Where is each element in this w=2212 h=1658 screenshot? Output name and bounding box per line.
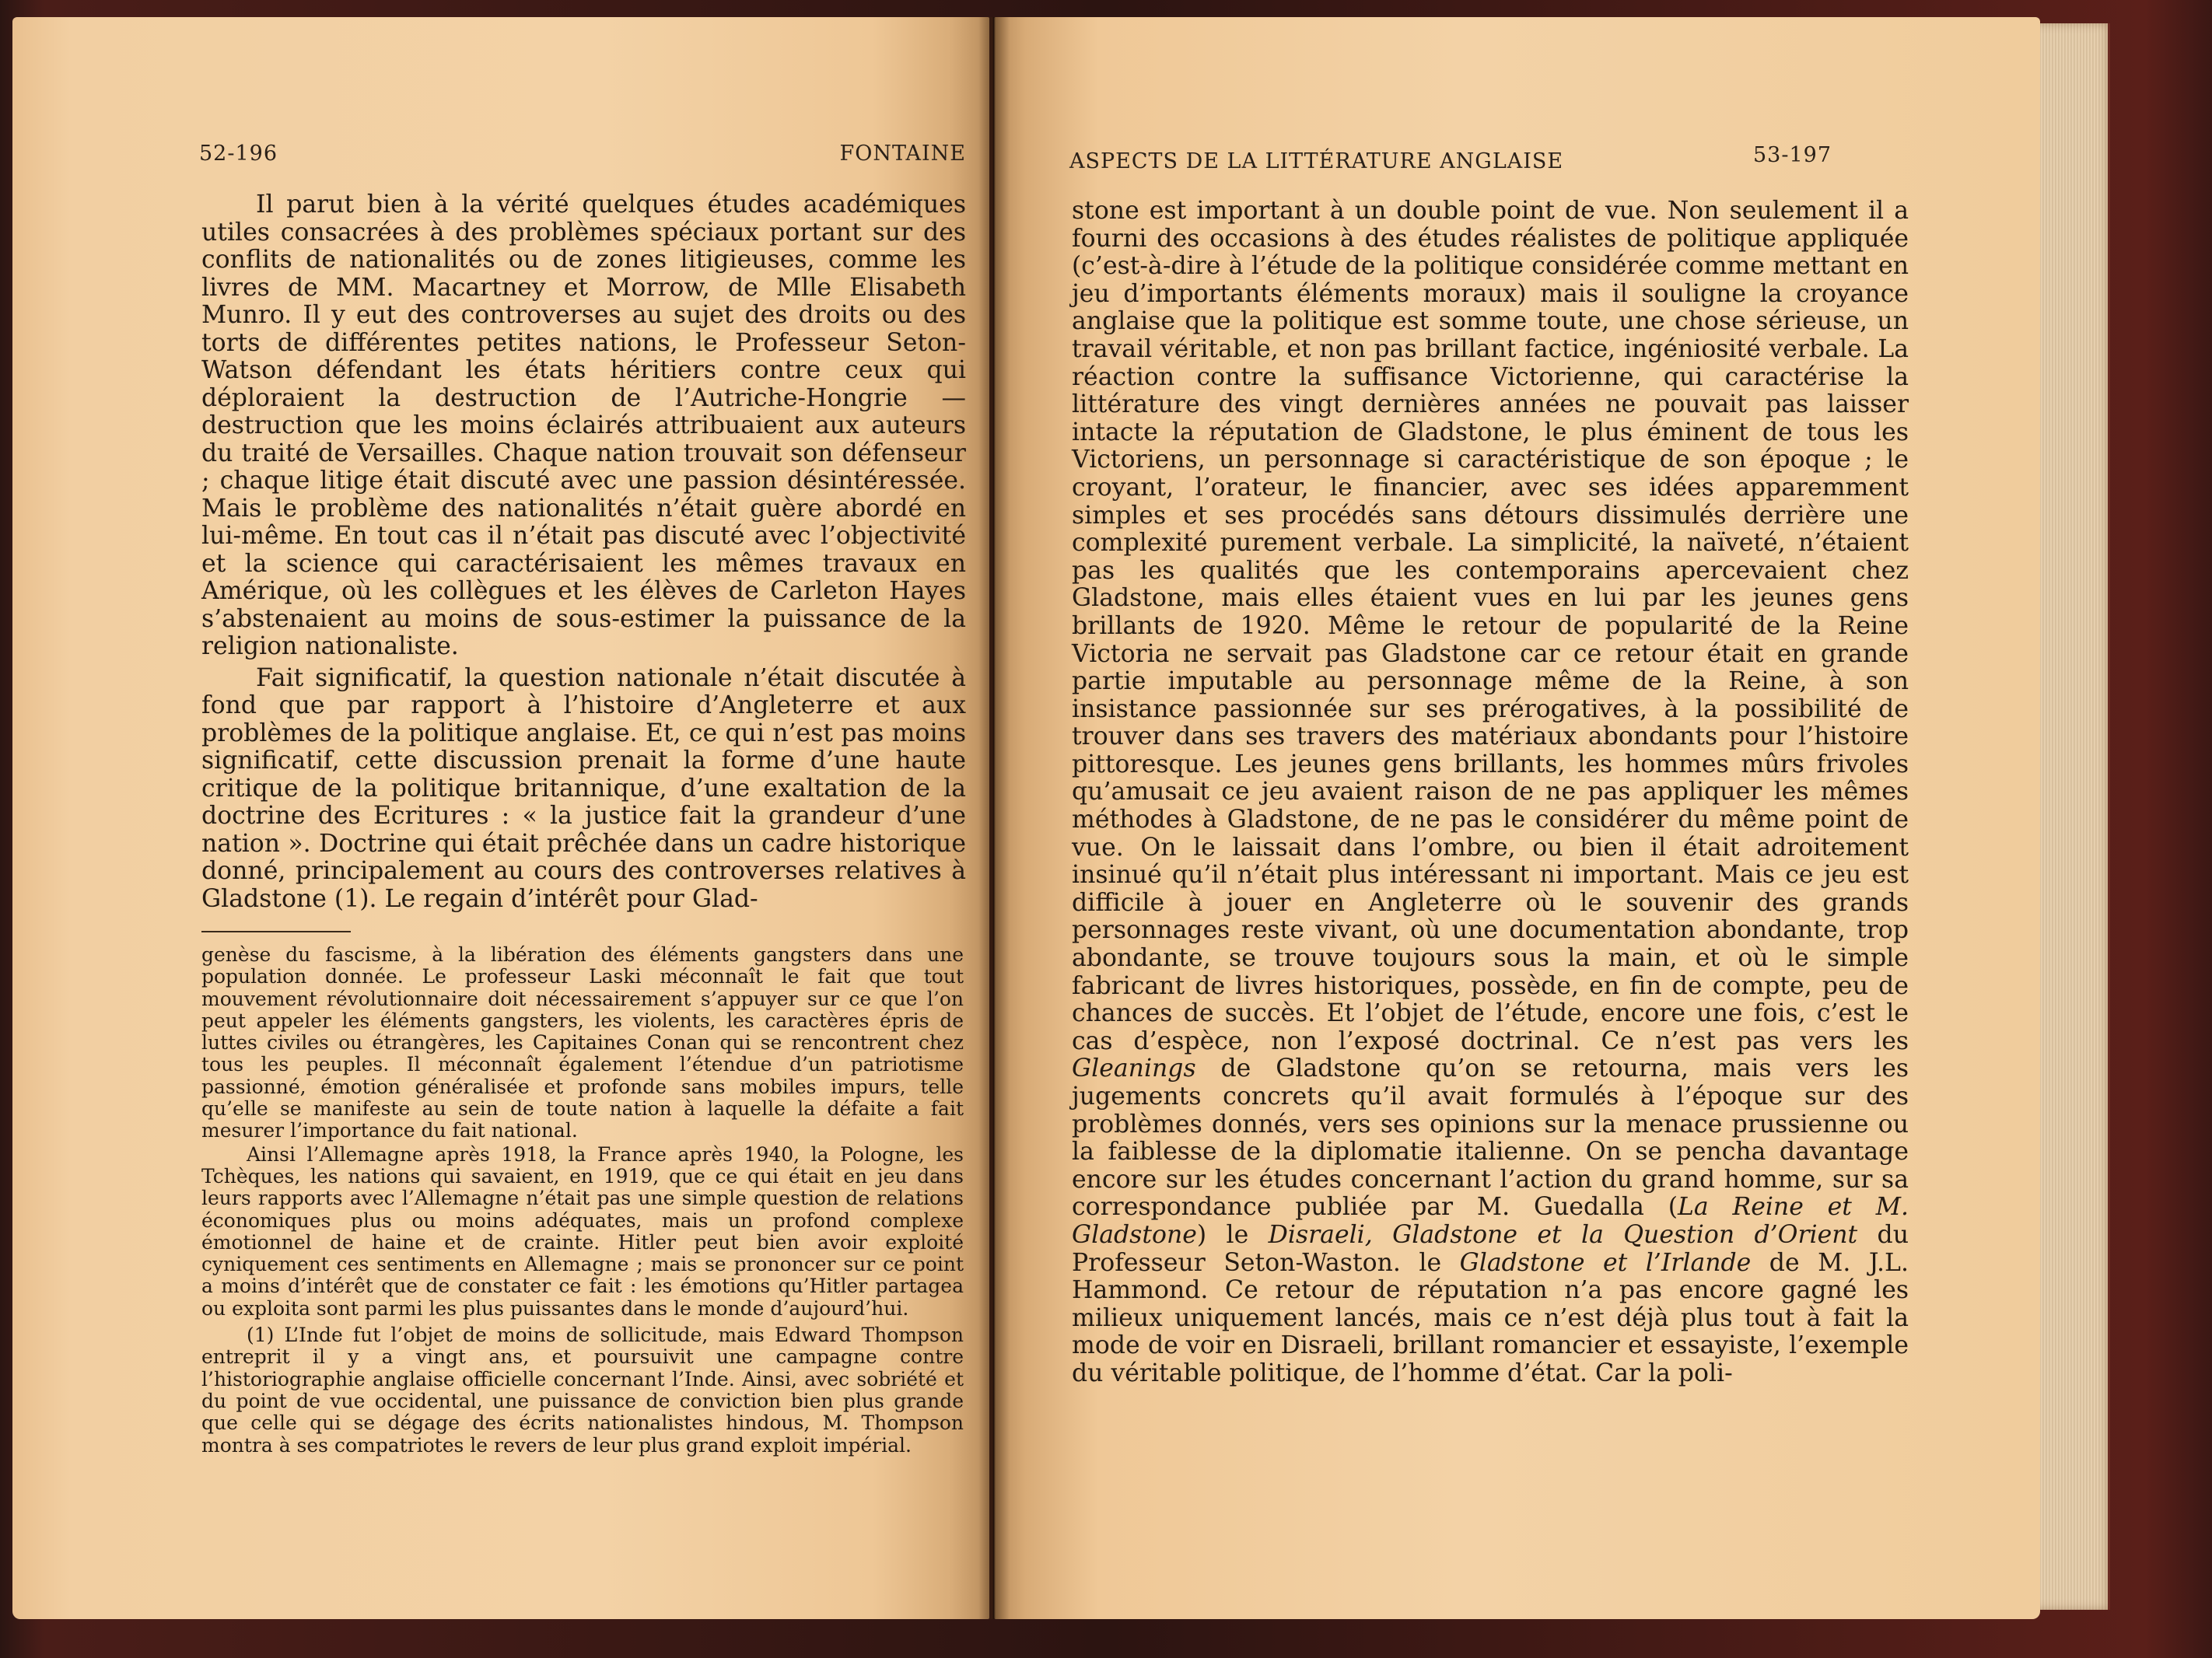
footnote-continuation: genèse du fascisme, à la libération des éléments gangsters dans une population donnée. Le professeur Laski méconnaît le fait que tout mouvement révolutionnaire doit nécessairement s’appuyer sur ce que l’on peut appeler les éléments gangsters, les violents, les caractères épris de luttes civiles ou étrangères, les Capitaines Conan qui se rencontrent chez tous les peuples. Il méconnaît également l’étendue d’un patriotisme passionné, émotion généralisée et profonde sans mobiles impurs, telle qu’elle se manifeste au sein de toute nation à laquelle la défaite a fait mesurer l’importance du fait national. [201,943,964,1142]
left-running-head: FONTAINE [839,142,966,166]
left-page [12,17,989,1619]
right-body [1072,198,1909,1388]
footnote-paragraph: Ainsi l’Allemagne après 1918, la France après 1940, la Pologne, les Tchèques, les nations qui savaient, en 1919, que ce qui était en jeu dans leurs rapports avec l’Allemagne n’était pas une simple question de relations économiques plus ou moins adéquates, mais un profond complexe émotionnel de haine et de crainte. Hitler peut bien avoir exploité cyniquement ces sentiments en Allemagne ; mais se prononcer sur ce point a moins d’intérêt que de constater ce fait : les émotions qu’Hitler partagea ou exploita sont parmi les plus puissantes dans le monde d’aujourd’hui. [201,1142,964,1320]
left-paragraph-1: Il parut bien à la vérité quelques études académiques utiles consacrées à des problèmes spéciaux portant sur des conflits de nationalités ou de zones litigieuses, comme les livres de MM. Macartney et Morrow, de Mlle Elisabeth Munro. Il y eut des controverses au sujet des droits ou des torts de différentes petites nations, le Professeur Seton-Watson défendant les états héritiers contre ceux qui déploraient la destruction de l’Autriche-Hongrie — destruction que les moins éclairés attribuaient aux auteurs du traité de Versailles. Chaque nation trouvait son défenseur ; chaque litige était discuté avec une passion désintéressée. Mais le problème des nationalités n’était guère abordé en lui-même. En tout cas il n’était pas discuté avec l’objectivité et la science qui caractérisaient les mêmes travaux en Amérique, où les collègues et les élèves de Carleton Hayes s’abstenaient au moins de sous-estimer la puissance de la religion nationaliste. [201,191,966,660]
title-gleanings: Gleanings [1072,1055,1196,1083]
right-page [994,17,2040,1619]
right-paragraph: stone est important à un double point de vue. Non seulement il a fourni des occasions à des études réalistes de politique appliquée (c’est-à-dire à l’étude de la politique considérée comme mettant en jeu d’importants éléments moraux) mais il souligne la croyance anglaise que la politique est somme toute, une chose sérieuse, un travail véritable, et non pas brillant factice, ingéniosité verbale. La réaction contre la suffisance Victorienne, qui caractérise la littérature des vingt dernières années ne pouvait pas laisser intacte la réputation de Gladstone, le plus éminent de tous les Victoriens, un personnage si caractéristique de son époque ; le croyant, l’orateur, le financier, avec ses idées apparemment simples et ses procédés sans détours dissimulés derrière une complexité purement verbale. La simplicité, la naïveté, n’étaient pas les qualités que les contemporains apercevaient chez Gladstone, mais elles étaient vues en lui par les jeunes gens brillants de 1920. Même le retour de popularité de la Reine Victoria ne servait pas Gladstone car ce retour était en grande partie imputable au personnage même de la Reine, à son insistance passionnée sur ses prérogatives, à la possibilité de trouver dans ses travers des matériaux abondants pour l’histoire pittoresque. Les jeunes gens brillants, les hommes mûrs frivoles qu’amusait ce jeu avaient raison de ne pas appliquer les mêmes méthodes à Gladstone, de ne pas le considérer du même point de vue. On le laissait dans l’ombre, ou bien il était adroitement insinué qu’il n’était plus intéressant ni important. Mais ce jeu est difficile à jouer en Angleterre où le souvenir des grands personnages reste vivant, où une documentation abondante, trop abondante, se trouve toujours sous la main, et où le simple fabricant de livres historiques, possède, en fin de compte, peu de chances de succès. Et l’objet de l’étude, encore une fois, c’est le cas d’espèce, non l’exposé doctrinal. Ce n’est pas vers les Gleanings de Gladstone qu’on se retourna, mais vers les jugements concrets qu’il avait formulés à l’époque sur des problèmes donnés, vers ses opinions sur la menace prussienne ou la faiblesse de la diplomatie italienne. On se pencha davantage encore sur les études concernant l’action du grand homme, sur sa correspondance publiée par M. Guedalla (La Reine et M. Gladstone) le Disraeli, Gladstone et la Question d’Orient du Professeur Seton-Waston. le Gladstone et l’Irlande de M. J.L. Hammond. Ce retour de réputation n’a pas encore gagné les milieux uniquement lancés, mais ce n’est déjà plus tout à fait la mode de voir en Disraeli, brillant romancier et essayiste, l’exemple du véritable politique, de l’homme d’état. Car la poli- [1072,197,1909,1387]
left-paragraph-2: Fait significatif, la question nationale n’était discutée à fond que par rapport à l’histoire d’Angleterre et aux problèmes de la politique anglaise. Et, ce qui n’est pas moins significatif, cette discussion prenait la forme d’une haute critique de la politique britannique, d’une exaltation de la doctrine des Ecritures : « la justice fait la grandeur d’une nation ». Doctrine qui était prêchée dans un cadre historique donné, principalement au cours des controverses relatives à Gladstone (1). Le regain d’intérêt pour Glad- [201,663,966,913]
footnote-rule [201,931,351,932]
left-body [201,191,966,913]
title-disraeli: Disraeli, Gladstone et la Question d’Orient [1268,1220,1858,1249]
title-la-reine: La Reine et M. Gladstone [1072,1193,1909,1249]
right-page-number: 53-197 [1753,143,1832,167]
title-irlande: Gladstone et l’Irlande [1459,1248,1752,1277]
right-running-head: ASPECTS DE LA LITTÉRATURE ANGLAISE [1069,149,1564,173]
book-spine-gutter [978,17,1010,1619]
footnote-1: (1) L’Inde fut l’objet de moins de sollicitude, mais Edward Thompson entreprit il y a vingt ans, et poursuivit une campagne contre l’historiographie anglaise officielle concernant l’Inde. Ainsi, avec sobriété et du point de vue occidental, une puissance de conviction bien plus grande que celle qui se dégage des écrits nationalistes hindous, M. Thompson montra à ses compatriotes le revers de leur plus grand exploit impérial. [201,1324,964,1457]
left-footnotes [201,944,964,1458]
left-page-number: 52-196 [199,142,278,166]
